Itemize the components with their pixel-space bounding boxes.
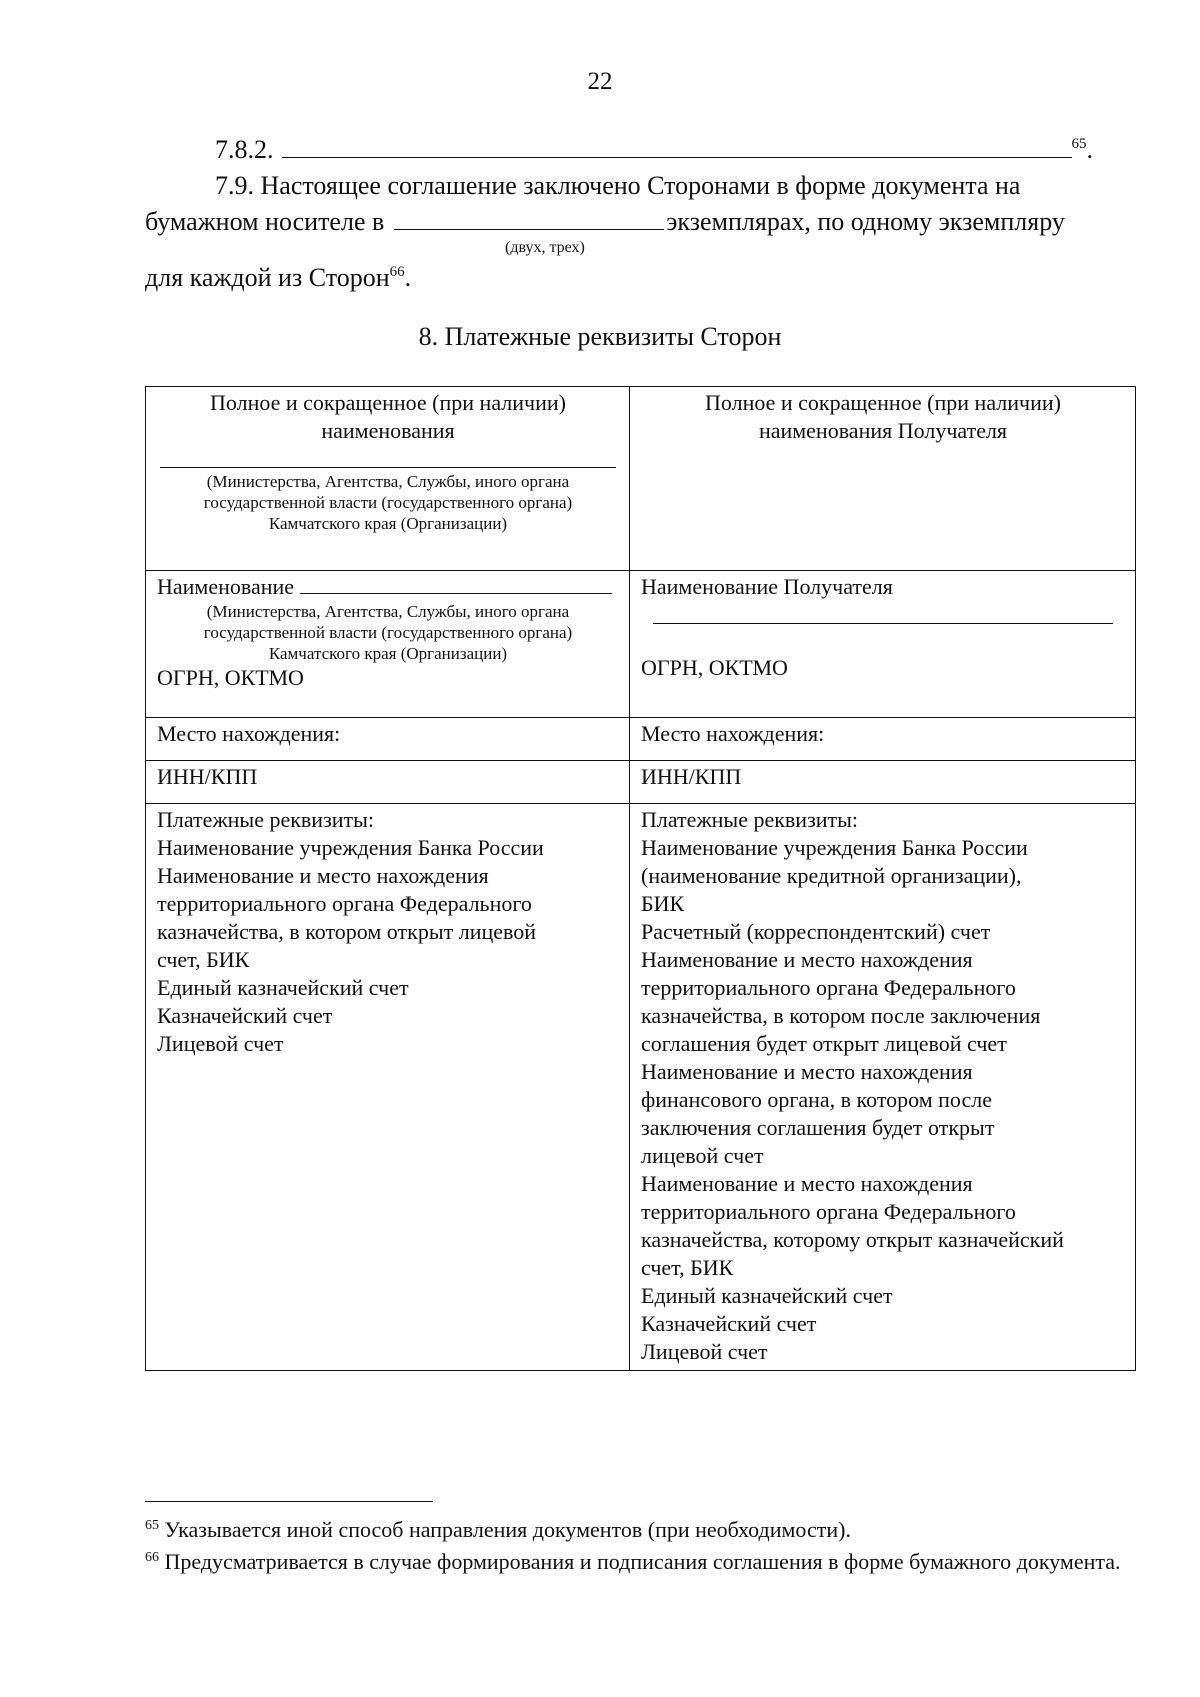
- table-cell: [146, 718, 630, 761]
- clause-text: для каждой из Сторон: [145, 263, 390, 292]
- payment-details-line: Наименование и место нахождения: [157, 863, 489, 888]
- payment-details-line: Платежные реквизиты:: [641, 807, 859, 832]
- name-field: [157, 573, 619, 601]
- payment-details-line: лицевой счет: [641, 1143, 764, 1168]
- payment-details-line: соглашения будет открыт лицевой счет: [641, 1031, 1007, 1056]
- recipient-name-label: Наименование Получателя: [641, 574, 893, 599]
- table-cell: [146, 804, 630, 1371]
- payment-details-line: финансового органа, в котором после: [641, 1087, 992, 1112]
- table-row: [146, 761, 1136, 804]
- payment-details-line: Наименование и место нахождения: [641, 947, 973, 972]
- clause-7-9-line-2: [145, 207, 1065, 237]
- payment-details-line: казначейства, в котором открыт лицевой: [157, 919, 537, 944]
- location-label: Место нахождения:: [641, 721, 825, 746]
- footnote-number: 65: [145, 1518, 159, 1533]
- clause-end: .: [1086, 135, 1093, 164]
- payment-details-line: Лицевой счет: [157, 1031, 284, 1056]
- left-party-title: Полное и сокращенное (при наличии) наименования: [210, 390, 566, 443]
- table-cell: [630, 571, 1136, 718]
- table-cell: [630, 387, 1136, 571]
- clause-7-9-line-1: 7.9. Настоящее соглашение заключено Сторонами в форме документа на: [215, 171, 1021, 200]
- table-row: [146, 387, 1136, 571]
- blank-line: [282, 135, 1072, 158]
- payment-details-line: Расчетный (корреспондентский) счет: [641, 919, 991, 944]
- payment-details-line: Наименование и место нахождения: [641, 1171, 973, 1196]
- right-party-title: Полное и сокращенное (при наличии) наименования Получателя: [705, 390, 1061, 443]
- payment-details-line: территориального органа Федерального: [157, 891, 532, 916]
- blank-line: [160, 455, 616, 468]
- table-row: [146, 718, 1136, 761]
- payment-details-line: казначейства, которому открыт казначейский: [641, 1227, 1064, 1252]
- payment-details-line: казначейства, в котором после заключения: [641, 1003, 1041, 1028]
- footnote-text: Предусматривается в случае формирования и подписания соглашения в форме бумажного документа.: [159, 1549, 1121, 1574]
- requisites-table: [145, 386, 1136, 1371]
- clause-text: бумажном носителе в: [145, 207, 385, 236]
- copies-hint: (двух, трех): [505, 239, 585, 256]
- ogrn-oktmo-label: ОГРН, ОКТМО: [641, 655, 788, 680]
- page-number: 22: [587, 68, 613, 95]
- name-note: (Министерства, Агентства, Службы, иного органа государственной власти (государственного органа) Камчатского края (Организации): [203, 602, 573, 663]
- table-cell: [146, 387, 630, 571]
- table-cell: [146, 571, 630, 718]
- footnote-66: [145, 1547, 1135, 1577]
- blank-line: [653, 611, 1113, 624]
- payment-details-line: Казначейский счет: [641, 1311, 817, 1336]
- payment-details-line: Лицевой счет: [641, 1339, 768, 1364]
- payment-details-line: территориального органа Федерального: [641, 975, 1016, 1000]
- clause-7-8-2: [215, 135, 1093, 165]
- name-label: Наименование: [157, 574, 295, 599]
- payment-details-line: Платежные реквизиты:: [157, 807, 375, 832]
- footnote-number: 66: [145, 1550, 159, 1565]
- payment-details-line: Наименование и место нахождения: [641, 1059, 973, 1084]
- payment-details-line: счет, БИК: [641, 1255, 734, 1280]
- section-title: 8. Платежные реквизиты Сторон: [418, 322, 782, 351]
- table-cell: [630, 761, 1136, 804]
- table-row: [146, 571, 1136, 718]
- footnote-text: Указывается иной способ направления документов (при необходимости).: [159, 1517, 851, 1542]
- clause-7-9-line-3: [145, 263, 411, 293]
- table-row: [146, 804, 1136, 1371]
- left-party-note: (Министерства, Агентства, Службы, иного органа государственной власти (государственного органа) Камчатского края (Организации): [203, 472, 573, 533]
- clause-number: 7.8.2.: [215, 135, 274, 164]
- payment-details-line: БИК: [641, 891, 685, 916]
- inn-kpp-label: ИНН/КПП: [641, 764, 742, 789]
- table-cell: [630, 804, 1136, 1371]
- footnote-65: [145, 1515, 1135, 1545]
- footnote-separator: [145, 1501, 433, 1502]
- payment-details-line: (наименование кредитной организации),: [641, 863, 1022, 888]
- copies-blank: [394, 207, 664, 230]
- payment-details-line: территориального органа Федерального: [641, 1199, 1016, 1224]
- footnote-ref-65: 65: [1071, 136, 1087, 152]
- clause-end: .: [404, 263, 412, 292]
- payment-details-line: заключения соглашения будет открыт: [641, 1115, 995, 1140]
- footnote-ref-66: 66: [389, 264, 405, 280]
- blank-line: [300, 575, 612, 594]
- payment-details-line: Единый казначейский счет: [641, 1283, 893, 1308]
- table-cell: [630, 718, 1136, 761]
- payment-details-line: Казначейский счет: [157, 1003, 333, 1028]
- payment-details-line: Единый казначейский счет: [157, 975, 409, 1000]
- table-cell: [146, 761, 630, 804]
- location-label: Место нахождения:: [157, 721, 341, 746]
- payment-details-line: счет, БИК: [157, 947, 250, 972]
- clause-text: экземплярах, по одному экземпляру: [666, 207, 1065, 236]
- ogrn-oktmo-label: ОГРН, ОКТМО: [157, 665, 304, 690]
- inn-kpp-label: ИНН/КПП: [157, 764, 258, 789]
- payment-details-line: Наименование учреждения Банка России: [641, 835, 1028, 860]
- payment-details-line: Наименование учреждения Банка России: [157, 835, 544, 860]
